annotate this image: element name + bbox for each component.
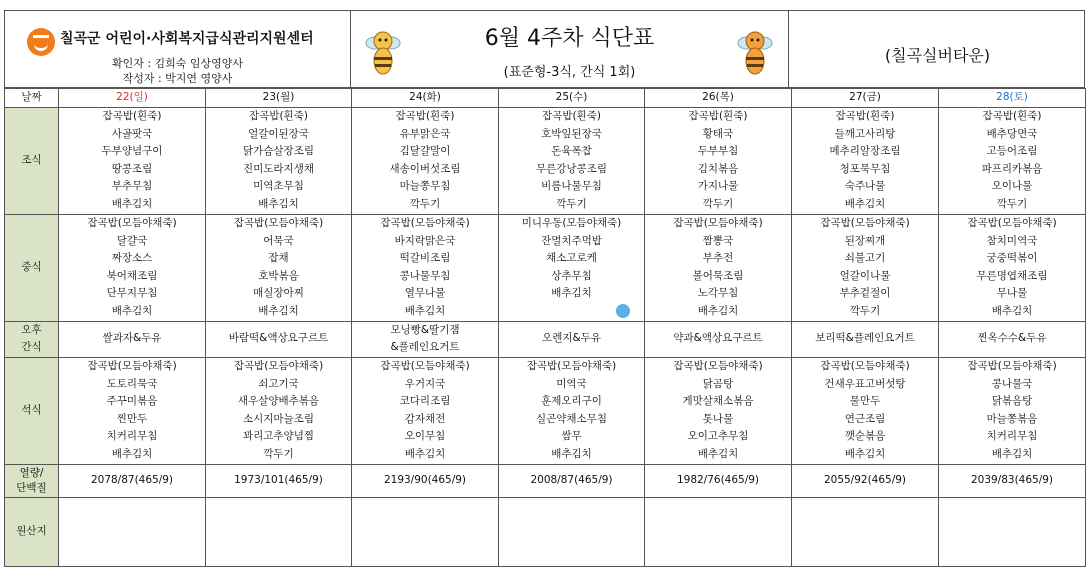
meal-cell	[352, 357, 499, 464]
menu-item: 오이고추무침	[687, 430, 749, 442]
smile-logo-icon	[27, 28, 55, 56]
menu-item: 꽈리고추양념찜	[242, 430, 314, 442]
menu-item: 바람떡&액상요구르트	[228, 332, 329, 345]
origin-cell	[59, 497, 206, 566]
menu-item: 잡채	[268, 252, 289, 264]
menu-item: 콩나물국	[991, 377, 1033, 390]
menu-item: 찐옥수수&두유	[977, 332, 1047, 345]
menu-item: 잔멸치주먹밥	[541, 234, 602, 247]
menu-item: 두부부침	[697, 145, 739, 157]
date-label: 날짜	[5, 89, 59, 108]
menu-item: 배추김치	[258, 304, 299, 317]
menu-item: 약과&액상요구르트	[673, 332, 763, 345]
menu-item: 깍두기	[702, 197, 734, 210]
menu-item: 잡곡밥(모듬야채죽)	[380, 360, 470, 372]
menu-item: 배추김치	[991, 304, 1033, 317]
menu-item: 궁중떡볶이	[986, 252, 1038, 264]
menu-item: 상추무침	[551, 269, 592, 282]
menu-item: 배추김치	[844, 447, 886, 460]
meal-cell	[206, 321, 352, 357]
menu-item: 깍두기	[263, 447, 294, 460]
meal-cell	[206, 214, 352, 321]
menu-item: 무른명엽채조림	[976, 269, 1048, 282]
menu-item: 두부양념구이	[101, 145, 163, 157]
menu-item: 볼어묵조림	[692, 269, 744, 282]
menu-item: 오이무침	[404, 430, 446, 442]
author: 작성자 : 박지연 영양사	[122, 72, 233, 85]
menu-item: 닭볶음탕	[991, 395, 1033, 407]
menu-item: 깍두기	[409, 197, 441, 210]
dinner-label: 석식	[5, 357, 59, 464]
menu-item: 깍두기	[849, 304, 881, 317]
origin-cell	[206, 497, 352, 566]
menu-item: 마늘쫑볶음	[986, 412, 1038, 425]
menu-item: 잡곡밥(모듬야채죽)	[233, 360, 324, 372]
snack-row	[5, 321, 1086, 357]
menu-item: 쇠불고기	[844, 252, 886, 264]
menu-item: 콩나물무침	[399, 269, 451, 282]
meal-cell	[792, 357, 939, 464]
meal-cell	[352, 214, 499, 321]
meal-cell	[645, 321, 792, 357]
menu-item: 잡곡밥(모듬야채죽)	[820, 360, 910, 372]
menu-item: 잡곡밥(모듬야채죽)	[673, 360, 763, 372]
menu-item: 깻순볶음	[844, 430, 886, 442]
day-date: 26(목)	[645, 89, 792, 108]
facility-name: (칠곡실버타운)	[884, 46, 991, 65]
breakfast-label: 조식	[5, 107, 59, 214]
menu-item: 배추김치	[404, 447, 446, 460]
origin-cell	[792, 497, 939, 566]
menu-item: 깍두기	[556, 197, 587, 210]
menu-item: 배추김치	[844, 197, 886, 210]
day-date: 24(화)	[352, 89, 499, 108]
menu-item: 단무지무침	[106, 287, 158, 299]
menu-item: 부추전	[702, 252, 734, 264]
meal-cell	[939, 357, 1086, 464]
menu-item: 잡곡밥(흰죽)	[102, 110, 162, 122]
menu-item: 배추당면국	[986, 127, 1038, 140]
menu-item: 모닝빵&딸기잼	[390, 323, 460, 336]
menu-item: 김치볶음	[697, 162, 739, 175]
menu-item: 배추김치	[258, 197, 299, 210]
meal-cell	[645, 107, 792, 214]
menu-item: 유부맑은국	[399, 127, 451, 140]
menu-item: 우거지국	[404, 377, 446, 390]
menu-item: 무나물	[996, 287, 1028, 299]
nutrition-value: 2193/90(465/9)	[352, 464, 499, 497]
meal-cell	[59, 107, 206, 214]
menu-item: 잡곡밥(모듬야채죽)	[526, 360, 617, 372]
menu-item: 잡곡밥(흰죽)	[688, 110, 748, 122]
header-org-cell	[5, 11, 351, 87]
menu-item: 잡곡밥(모듬야채죽)	[967, 360, 1057, 372]
nutrition-label-line: 열량/	[19, 466, 44, 479]
meal-cell	[939, 107, 1086, 214]
menu-item: 잡곡밥(흰죽)	[249, 110, 308, 122]
meal-cell	[792, 214, 939, 321]
menu-item: 잡곡밥(흰죽)	[982, 110, 1042, 122]
menu-item: 미역초무침	[253, 180, 304, 192]
menu-item: 들깨고사리탕	[834, 127, 896, 140]
bee-icon	[735, 23, 775, 81]
confirmed-by: 확인자 : 김희숙 임상영양사	[111, 57, 244, 70]
menu-item: 깍두기	[996, 197, 1028, 210]
menu-item: 잡곡밥(모듬야채죽)	[233, 217, 324, 229]
menu-item: 감자채전	[404, 412, 446, 425]
nutrition-value: 2039/83(465/9)	[939, 464, 1086, 497]
menu-item: 달걀국	[116, 234, 148, 247]
date-row	[5, 89, 1086, 108]
breakfast-row	[5, 107, 1086, 214]
menu-item: 숙주나물	[844, 180, 886, 192]
day-date: 25(수)	[499, 89, 645, 108]
menu-item: 열무나물	[404, 287, 446, 299]
menu-item: 치커리무침	[986, 430, 1038, 442]
origin-cell	[939, 497, 1086, 566]
meal-cell	[59, 357, 206, 464]
menu-item: 닭가슴살장조림	[242, 145, 314, 157]
menu-item: 배추김치	[111, 197, 153, 210]
menu-item: 닭곰탕	[702, 377, 734, 390]
origin-cell	[645, 497, 792, 566]
nutrition-label	[5, 464, 59, 497]
menu-item: 잡곡밥(흰죽)	[835, 110, 895, 122]
menu-page	[2, 2, 1087, 578]
menu-item: 배추김치	[111, 304, 153, 317]
meal-cell	[792, 107, 939, 214]
menu-item: 실곤약채소무침	[535, 412, 607, 425]
menu-item: 잡곡밥(모듬야채죽)	[87, 217, 177, 229]
menu-item: 메추리알장조림	[829, 145, 901, 157]
header-place-cell	[789, 11, 1086, 87]
meal-cell	[499, 321, 645, 357]
menu-item: 배추김치	[991, 447, 1033, 460]
menu-item: 비름나물무침	[541, 180, 602, 192]
header-title-cell	[351, 11, 789, 87]
weekly-menu-table	[4, 88, 1086, 567]
day-date: 23(월)	[206, 89, 352, 108]
menu-item: 잡곡밥(모듬야채죽)	[820, 217, 910, 229]
meal-cell	[939, 321, 1086, 357]
nutrition-value: 2055/92(465/9)	[792, 464, 939, 497]
page-title: 6월 4주차 식단표	[484, 26, 655, 51]
snack-label-line: 오후	[21, 323, 42, 336]
menu-item: 짜장소스	[111, 252, 153, 264]
menu-item: 배추김치	[111, 447, 153, 460]
water-drop-icon	[616, 304, 630, 318]
menu-item: 코다리조림	[399, 395, 451, 407]
menu-item: 김달걀말이	[399, 145, 451, 157]
menu-item: 배추김치	[551, 447, 592, 460]
menu-item: 짬뽕국	[702, 234, 734, 247]
menu-item: 노각무침	[697, 287, 739, 299]
meal-cell	[499, 357, 645, 464]
meal-cell	[206, 107, 352, 214]
origin-cell	[352, 497, 499, 566]
menu-item: 고등어조림	[986, 145, 1038, 157]
menu-item: 무른강낭콩조림	[535, 162, 607, 175]
menu-item: 톳나물	[702, 412, 734, 425]
menu-item: 보리떡&플레인요거트	[815, 332, 915, 345]
menu-item: 배추김치	[697, 304, 739, 317]
menu-item: 주꾸미볶음	[106, 395, 158, 407]
menu-item: 청포묵무침	[839, 162, 891, 175]
menu-item: 참치미역국	[986, 234, 1038, 247]
day-date: 28(토)	[939, 89, 1086, 108]
menu-item: 배추김치	[697, 447, 739, 460]
menu-item: &플레인요거트	[390, 341, 460, 353]
menu-item: 배추김치	[404, 304, 446, 317]
menu-item: 얼갈이나물	[839, 269, 891, 282]
menu-item: 새우살양배추볶음	[237, 395, 320, 407]
menu-item: 오이나물	[991, 180, 1033, 192]
nutrition-value: 2078/87(465/9)	[59, 464, 206, 497]
menu-item: 치커리무침	[106, 430, 158, 442]
menu-item: 훈제오리구이	[541, 395, 602, 407]
menu-item: 도토리묵국	[106, 377, 158, 390]
nutrition-label-line: 단백질	[16, 481, 47, 494]
menu-item: 바지락맑은국	[394, 234, 456, 247]
org-name: 칠곡군 어린이·사회복지급식관리지원센터	[60, 31, 314, 47]
menu-item: 연근조림	[844, 412, 886, 425]
menu-item: 배추김치	[551, 287, 592, 299]
menu-item: 소시지마늘조림	[242, 412, 314, 425]
menu-item: 돈육폭찹	[551, 145, 592, 157]
menu-item: 잡곡밥(흰죽)	[395, 110, 455, 122]
page-subtitle: (표준형-3식, 간식 1회)	[503, 65, 636, 80]
nutrition-value: 1973/101(465/9)	[206, 464, 352, 497]
menu-item: 떡갈비조림	[399, 252, 451, 264]
menu-item: 건새우표고버섯탕	[824, 377, 906, 390]
menu-item: 잡곡밥(모듬야채죽)	[380, 217, 470, 229]
meal-cell	[352, 321, 499, 357]
menu-item: 쌀과자&두유	[102, 332, 162, 345]
menu-item: 된장찌개	[844, 234, 886, 247]
menu-item: 황태국	[702, 127, 734, 140]
menu-item: 잡곡밥(흰죽)	[542, 110, 601, 122]
snack-label-line: 간식	[21, 341, 42, 353]
nutrition-value: 2008/87(465/9)	[499, 464, 645, 497]
origin-label: 원산지	[5, 497, 59, 566]
menu-item: 호박잎된장국	[541, 127, 602, 140]
menu-item: 쌈무	[561, 430, 582, 442]
nutrition-value: 1982/76(465/9)	[645, 464, 792, 497]
meal-cell	[939, 214, 1086, 321]
menu-item: 미니우동(모듬야채죽)	[521, 217, 622, 229]
menu-item: 진미도라지생채	[242, 162, 314, 175]
menu-item: 가지나물	[697, 180, 739, 192]
menu-header	[4, 10, 1085, 88]
menu-item: 게맛살채소볶음	[682, 395, 754, 407]
day-date: 27(금)	[792, 89, 939, 108]
menu-item: 마늘쫑무침	[399, 180, 451, 192]
menu-item: 어묵국	[263, 234, 294, 247]
menu-item: 부추겉절이	[839, 287, 891, 299]
meal-cell	[792, 321, 939, 357]
menu-item: 미역국	[556, 377, 587, 390]
menu-item: 파프리카볶음	[981, 162, 1043, 175]
meal-cell	[59, 321, 206, 357]
menu-item: 오렌지&두유	[542, 332, 601, 345]
lunch-label: 중식	[5, 214, 59, 321]
menu-item: 잡곡밥(모듬야채죽)	[967, 217, 1057, 229]
menu-item: 부추무침	[111, 180, 153, 192]
snack-label	[5, 321, 59, 357]
menu-item: 쇠고기국	[258, 377, 299, 390]
nutrition-row	[5, 464, 1086, 497]
menu-item: 채소고로케	[546, 252, 597, 264]
menu-item: 잡곡밥(모듬야채죽)	[673, 217, 763, 229]
meal-cell	[645, 214, 792, 321]
meal-cell	[645, 357, 792, 464]
lunch-row	[5, 214, 1086, 321]
menu-item: 호박볶음	[258, 269, 299, 282]
menu-item: 땅콩조림	[111, 162, 153, 175]
menu-item: 잡곡밥(모듬야채죽)	[87, 360, 177, 372]
origin-row	[5, 497, 1086, 566]
menu-item: 찐만두	[116, 412, 148, 425]
day-date: 22(일)	[59, 89, 206, 108]
dinner-row	[5, 357, 1086, 464]
meal-cell	[206, 357, 352, 464]
menu-item: 얼갈이된장국	[248, 127, 309, 140]
meal-cell	[59, 214, 206, 321]
menu-item: 사골팟국	[111, 127, 153, 140]
menu-item: 북어채조림	[106, 269, 158, 282]
meal-cell	[499, 107, 645, 214]
menu-item: 물만두	[849, 395, 881, 407]
menu-item: 매실장아찌	[253, 287, 304, 299]
meal-cell	[352, 107, 499, 214]
menu-item: 새송이버섯조림	[389, 162, 461, 175]
origin-cell	[499, 497, 645, 566]
